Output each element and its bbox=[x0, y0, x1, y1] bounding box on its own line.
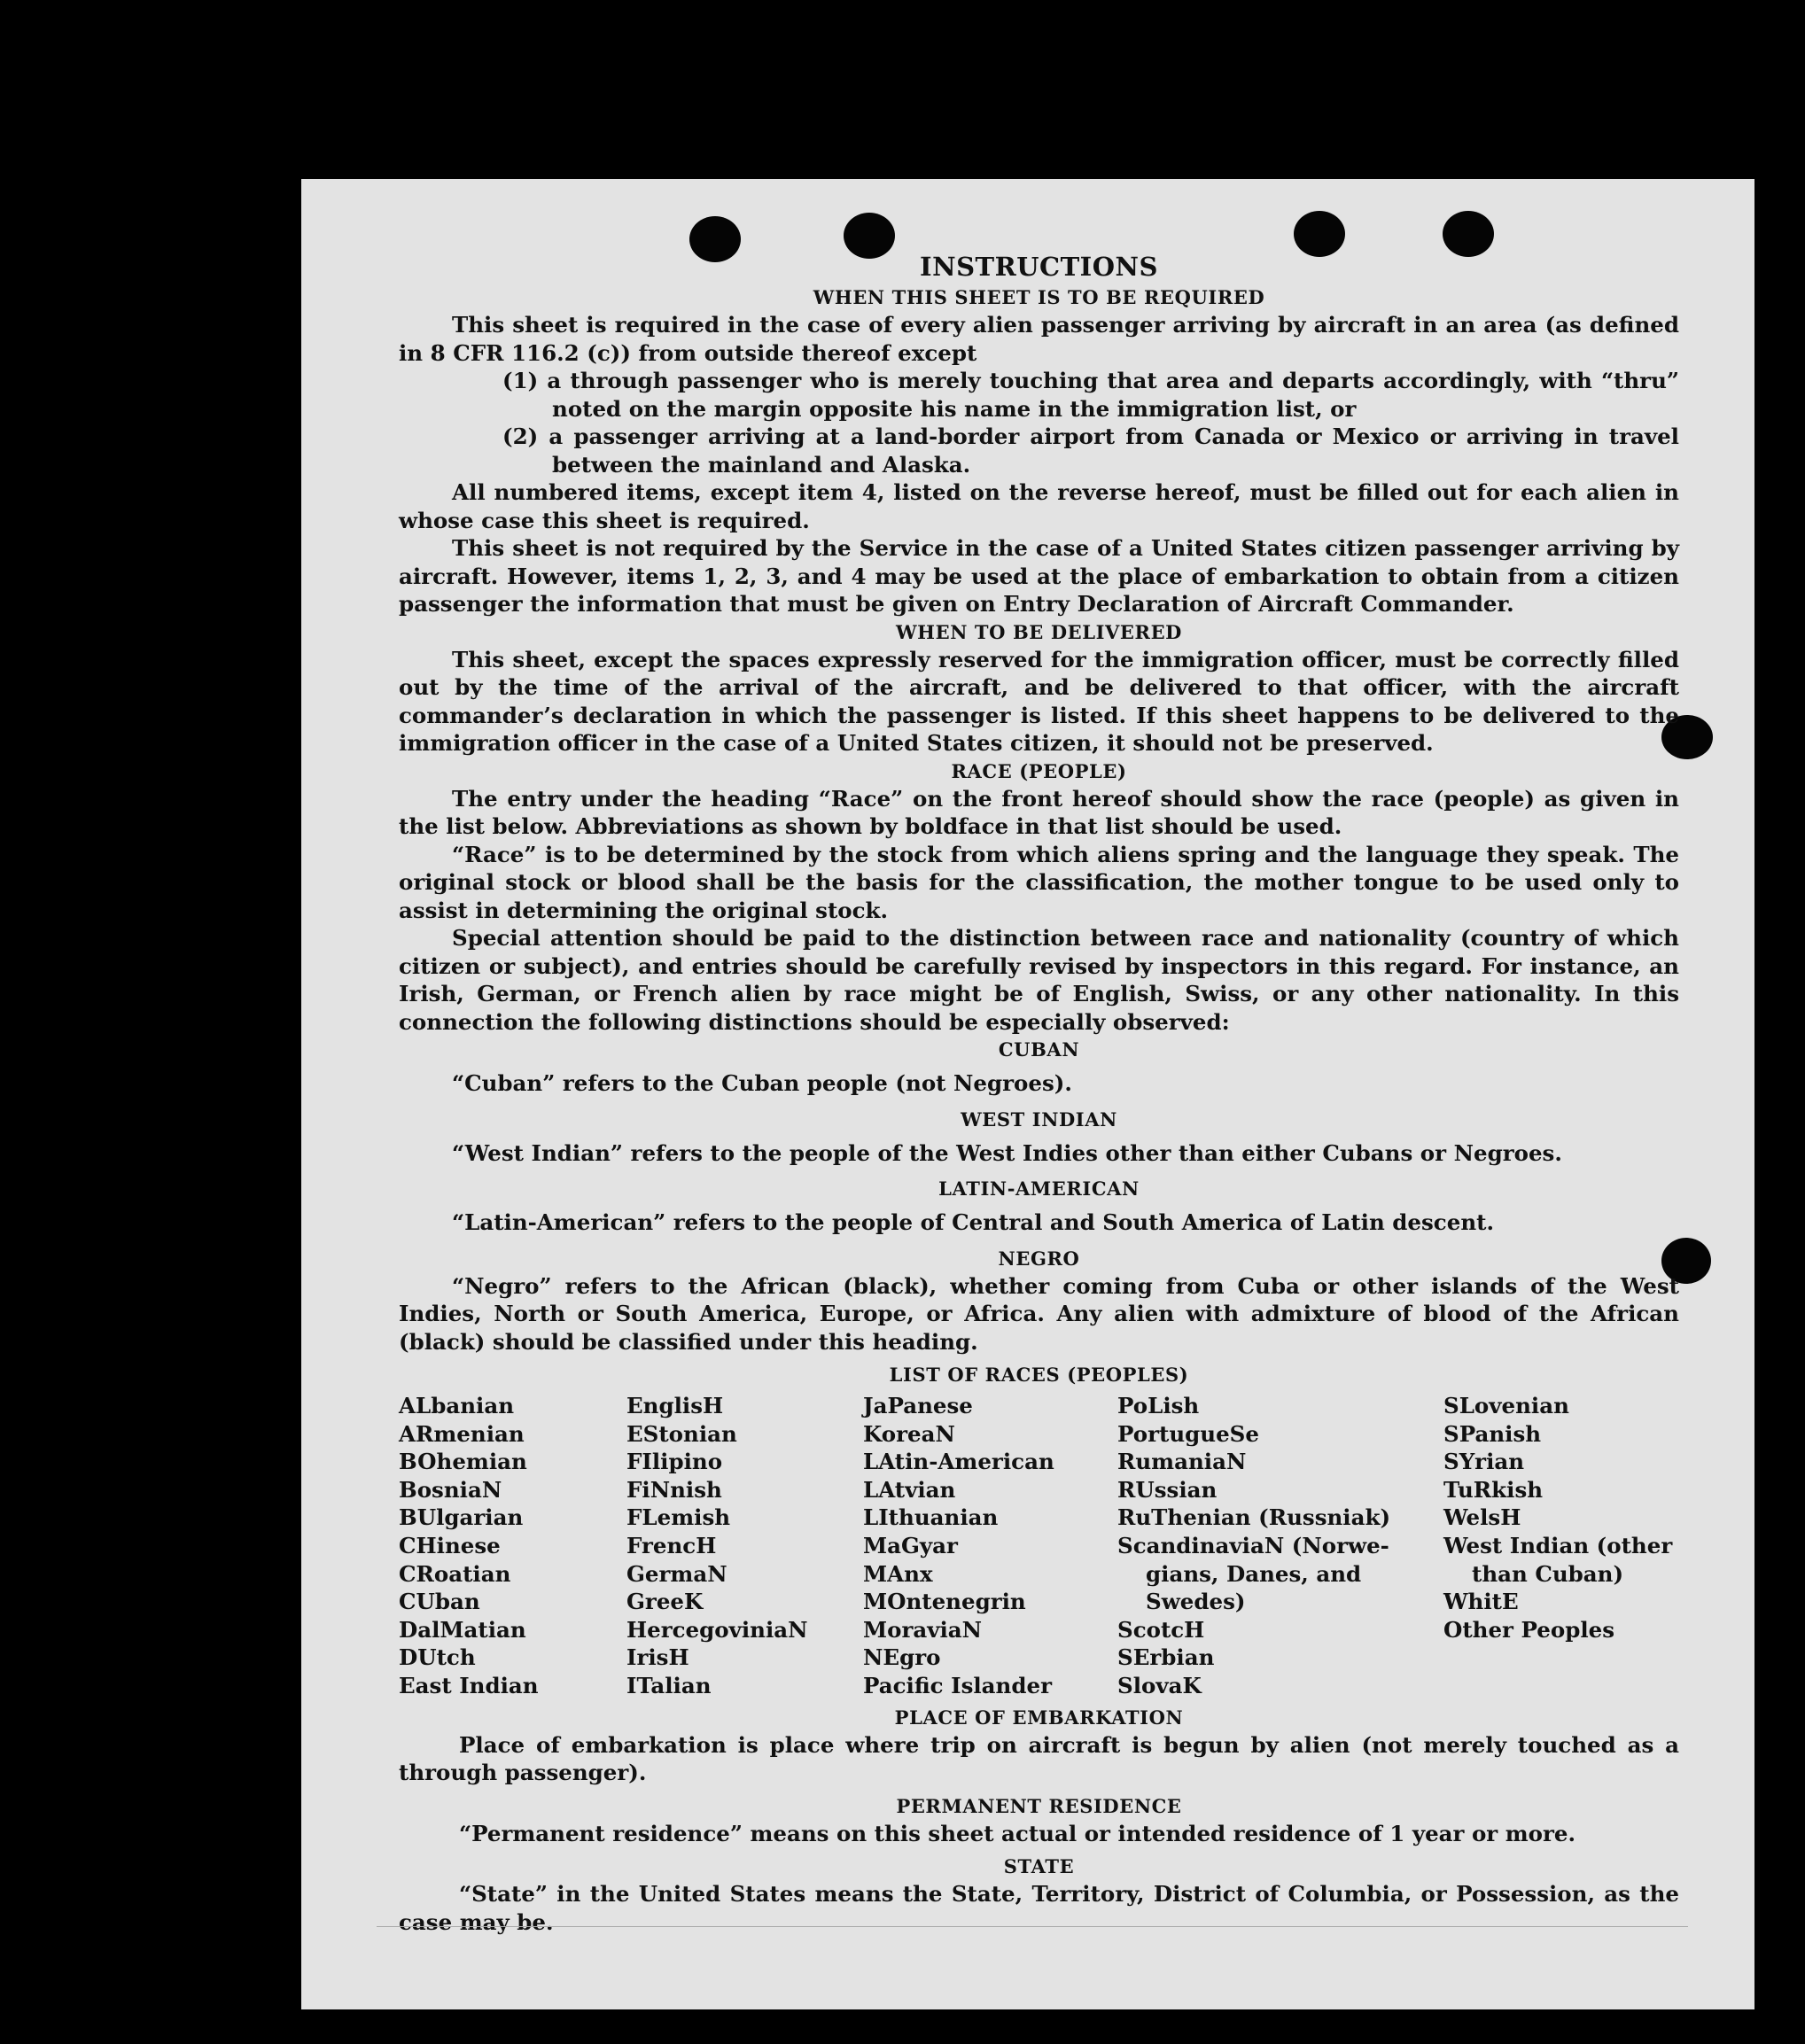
race-item: Pacific Islander bbox=[863, 1672, 1052, 1698]
heading-place-of-embarkation: PLACE OF EMBARKATION bbox=[894, 1706, 1184, 1729]
delivered-paragraph: This sheet, except the spaces expressly reserved for the immigration officer, must be correctly filled out by the time of the arrival of the aircraft, and be delivered to that officer, with the aircraft commander’s declaration in which the passenger is listed. If this sheet happens to be delivered to the immigration officer in the case of a United States citizen, it should not be preserved. bbox=[399, 646, 1679, 756]
race-item: WelsH bbox=[1443, 1504, 1521, 1531]
race-item: East Indian bbox=[399, 1672, 539, 1698]
race-item: ScotcH bbox=[1117, 1616, 1205, 1643]
heading-race: RACE (PEOPLE) bbox=[951, 759, 1127, 782]
race-item: DalMatian bbox=[399, 1616, 526, 1643]
title-instructions: INSTRUCTIONS bbox=[920, 252, 1158, 282]
race-item: WhitE bbox=[1443, 1589, 1519, 1615]
race-item: PortugueSe bbox=[1117, 1420, 1259, 1447]
exception-item-2: (2) a passenger arriving at a land-border airport from Canada or Mexico or arriving in travel between the mainland and Alaska. bbox=[502, 424, 1679, 478]
heading-list-of-races: LIST OF RACES (PEOPLES) bbox=[889, 1364, 1189, 1386]
race-paragraph-2: “Race” is to be determined by the stock from which aliens spring and the language they speak. The original stock or blood shall be the basis for the classification, the mother tongue to be used only to assist in determining the original stock. bbox=[399, 841, 1679, 923]
heading-permanent-residence: PERMANENT RESIDENCE bbox=[896, 1794, 1182, 1817]
race-item: ALbanian bbox=[399, 1393, 515, 1418]
race-item: GermaN bbox=[626, 1560, 727, 1587]
race-item: EnglisH bbox=[626, 1393, 724, 1418]
race-item: FLemish bbox=[626, 1504, 731, 1531]
instructions-text bbox=[399, 250, 1679, 1936]
race-column-4 bbox=[1117, 1392, 1443, 1700]
heading-cuban: CUBAN bbox=[998, 1038, 1080, 1061]
race-item: BUlgarian bbox=[399, 1504, 524, 1531]
race-item: Swedes) bbox=[1146, 1589, 1246, 1615]
residence-definition: “Permanent residence” means on this sheet actual or intended residence of 1 year or more. bbox=[459, 1820, 1576, 1846]
race-item: PoLish bbox=[1117, 1393, 1200, 1418]
race-item: FIlipino bbox=[626, 1449, 723, 1475]
latin-american-definition: “Latin-American” refers to the people of Central and South America of Latin descent. bbox=[452, 1209, 1494, 1235]
race-column-3 bbox=[863, 1392, 1117, 1700]
race-column-1 bbox=[399, 1392, 626, 1700]
required-intro: This sheet is required in the case of every alien passenger arriving by aircraft in an area (as defined in 8 CFR 116.2 (c)) from outside thereof except bbox=[399, 312, 1679, 366]
heading-latin-american: LATIN-AMERICAN bbox=[938, 1177, 1140, 1200]
race-item: FiNnish bbox=[626, 1476, 722, 1503]
west-indian-definition: “West Indian” refers to the people of the West Indies other than either Cubans or Negroes. bbox=[452, 1139, 1562, 1166]
race-item: IrisH bbox=[626, 1644, 689, 1671]
race-item: CHinese bbox=[399, 1532, 501, 1558]
race-column-2 bbox=[626, 1392, 863, 1700]
race-item: SlovaK bbox=[1117, 1672, 1202, 1698]
exception-item-1: (1) a through passenger who is merely touching that area and departs accordingly, with “thru” noted on the margin opposite his name in the immigration list, or bbox=[502, 368, 1679, 422]
document-page bbox=[301, 179, 1754, 2009]
race-item: ScandinaviaN (Norwe- bbox=[1117, 1532, 1389, 1558]
race-item: GreeK bbox=[626, 1589, 704, 1615]
race-item: BOhemian bbox=[399, 1449, 527, 1475]
heading-negro: NEGRO bbox=[998, 1247, 1080, 1270]
race-item: SYrian bbox=[1443, 1449, 1525, 1475]
race-item: ITalian bbox=[626, 1672, 712, 1698]
footer-rule bbox=[377, 1926, 1688, 1927]
race-item: BosniaN bbox=[399, 1476, 502, 1503]
race-item: LIthuanian bbox=[863, 1504, 999, 1531]
race-item: SErbian bbox=[1117, 1644, 1215, 1671]
race-item: MaGyar bbox=[863, 1532, 958, 1558]
embarkation-definition: Place of embarkation is place where trip on aircraft is begun by alien (not merely touched as a through passenger). bbox=[399, 1731, 1679, 1786]
race-item: FrencH bbox=[626, 1532, 717, 1558]
race-item: HercegoviniaN bbox=[626, 1616, 808, 1643]
race-item: gians, Danes, and bbox=[1146, 1560, 1362, 1587]
race-item: SPanish bbox=[1443, 1420, 1542, 1447]
heading-when-required: WHEN THIS SHEET IS TO BE REQUIRED bbox=[813, 286, 1265, 308]
race-paragraph-3: Special attention should be paid to the distinction between race and nationality (country of which citizen or subject), and entries should be carefully revised by inspectors in this regard. For instance, an Irish, German, or French alien by race might be of English, Swiss, or any other nationality. In this connection the following distinctions should be especially observed: bbox=[399, 925, 1679, 1035]
race-item: MOntenegrin bbox=[863, 1589, 1026, 1615]
negro-definition: “Negro” refers to the African (black), whether coming from Cuba or other islands of the West Indies, North or South America, Europe, or Africa. Any alien with admixture of blood of the African (black) should be classified under this heading. bbox=[399, 1272, 1679, 1355]
race-item: LAtvian bbox=[863, 1476, 956, 1503]
heading-west-indian: WEST INDIAN bbox=[961, 1107, 1117, 1131]
race-item: RuThenian (Russniak) bbox=[1117, 1504, 1391, 1531]
race-item: CUban bbox=[399, 1589, 480, 1615]
race-item: LAtin-American bbox=[863, 1449, 1054, 1475]
race-item: EStonian bbox=[626, 1420, 737, 1447]
race-item: MoraviaN bbox=[863, 1616, 983, 1643]
race-item: TuRkish bbox=[1443, 1476, 1544, 1503]
race-item: DUtch bbox=[399, 1644, 476, 1671]
race-item: NEgro bbox=[863, 1644, 941, 1671]
race-item: KoreaN bbox=[863, 1420, 955, 1447]
race-item: JaPanese bbox=[863, 1393, 973, 1418]
race-list bbox=[399, 1392, 1679, 1700]
numbered-items-paragraph: All numbered items, except item 4, listed on the reverse hereof, must be filled out for each alien in whose case this sheet is required. bbox=[399, 479, 1679, 533]
race-paragraph-1: The entry under the heading “Race” on the front hereof should show the race (people) as given in the list below. Abbreviations as shown by boldface in that list should be used. bbox=[399, 785, 1679, 839]
race-item: ARmenian bbox=[399, 1420, 525, 1447]
race-item: SLovenian bbox=[1443, 1393, 1569, 1418]
state-definition: “State” in the United States means the State, Territory, District of Columbia, or Possession, as the case may be. bbox=[399, 1881, 1679, 1935]
cuban-definition: “Cuban” refers to the Cuban people (not Negroes). bbox=[452, 1070, 1072, 1096]
heading-when-delivered: WHEN TO BE DELIVERED bbox=[895, 620, 1182, 643]
race-item: West Indian (other bbox=[1443, 1532, 1673, 1558]
race-item: Other Peoples bbox=[1443, 1616, 1615, 1643]
race-item: CRoatian bbox=[399, 1560, 511, 1587]
race-item: RUssian bbox=[1117, 1476, 1218, 1503]
race-item: MAnx bbox=[863, 1560, 933, 1587]
race-column-5 bbox=[1443, 1392, 1679, 1700]
citizen-paragraph: This sheet is not required by the Service in the case of a United States citizen passenger arriving by aircraft. However, items 1, 2, 3, and 4 may be used at the place of embarkation to obtain from a citizen passenger the information that must be given on Entry Declaration of Aircraft Commander. bbox=[399, 535, 1679, 617]
race-item: than Cuban) bbox=[1472, 1560, 1624, 1587]
race-item: RumaniaN bbox=[1117, 1449, 1247, 1475]
heading-state: STATE bbox=[1003, 1855, 1075, 1878]
